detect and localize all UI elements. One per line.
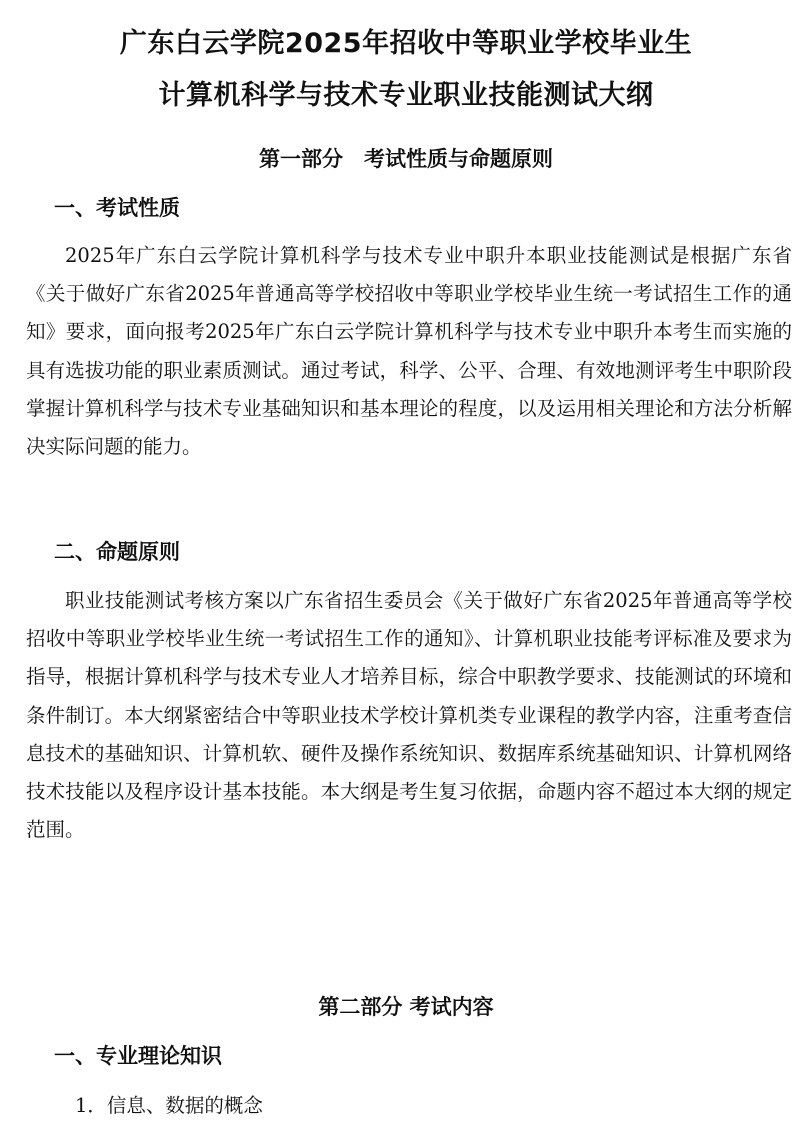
section-heading-exam-nature: 一、考试性质 — [54, 196, 180, 220]
document-title-line1: 广东白云学院2025年招收中等职业学校毕业生 — [119, 28, 693, 59]
paragraph-exam-nature: 2025年广东白云学院计算机科学与技术专业中职升本职业技能测试是根据广东省《关于做好广东省2025年普通高等学校招收中等职业学校毕业生统一考试招生工作的通知》要求，面向报考2025年广东白云学院计算机科学与技术专业中职升本考生而实施的具有选拔功能的职业素质测试。通过考试，科学、公平、合理、有效地测评考生中职阶段掌握计算机科学与技术专业基础知识和基本理论的程度，以及运用相关理论和方法分析解决实际问题的能力。 — [26, 244, 792, 459]
section-heading-theory-knowledge: 一、专业理论知识 — [54, 1044, 222, 1068]
paragraph-proposition-principles: 职业技能测试考核方案以广东省招生委员会《关于做好广东省2025年普通高等学校招收中等职业学校毕业生统一考试招生工作的通知》、计算机职业技能考评标准及要求为指导，根据计算机科学与技术专业人才培养目标，综合中职教学要求、技能测试的环境和条件制订。本大纲紧密结合中等职业技术学校计算机类专业课程的教学内容，注重考查信息技术的基础知识、计算机软、硬件及操作系统知识、数据库系统基础知识、计算机网络技术技能以及程序设计基本技能。本大纲是考生复习依据，命题内容不超过本大纲的规定范围。 — [26, 589, 792, 842]
part1-heading: 第一部分 考试性质与命题原则 — [259, 147, 553, 171]
list-item-info-data-concept: 1．信息、数据的概念 — [75, 1094, 263, 1117]
part2-heading: 第二部分 考试内容 — [318, 995, 494, 1019]
section-heading-proposition-principles: 二、命题原则 — [54, 540, 180, 564]
document-title-line2: 计算机科学与技术专业职业技能测试大纲 — [158, 80, 654, 111]
